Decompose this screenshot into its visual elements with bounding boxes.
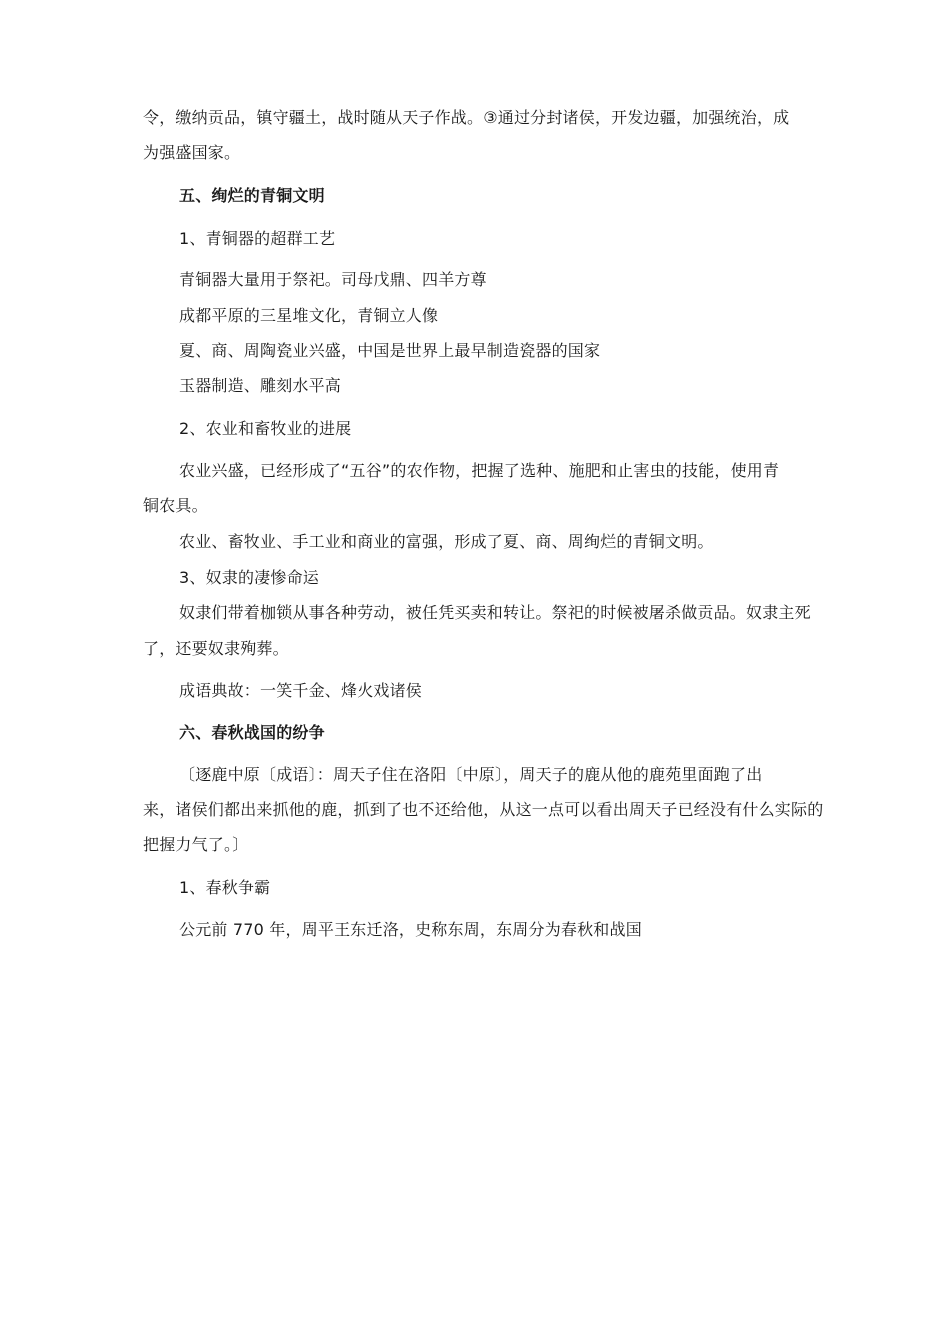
- section-6-heading: 六、春秋战国的纷争: [179, 723, 325, 742]
- paragraph-line: 公元前 770 年，周平王东迁洛，史称东周，东周分为春秋和战国: [179, 920, 642, 939]
- section-5-sub2-title: 2、农业和畜牧业的进展: [179, 419, 352, 438]
- section-5-heading: 五、绚烂的青铜文明: [179, 186, 325, 205]
- paragraph-line: 了，还要奴隶殉葬。: [143, 639, 289, 658]
- note-line: 把握力气了。〕: [143, 835, 249, 854]
- paragraph-line: 铜农具。: [143, 496, 208, 515]
- paragraph-line: 奴隶们带着枷锁从事各种劳动，被任凭买卖和转让。祭祀的时候被屠杀做贡品。奴隶主死: [179, 603, 811, 622]
- list-item: 成都平原的三星堆文化，青铜立人像: [179, 306, 439, 325]
- idiom-line: 成语典故：一笑千金、烽火戏诸侯: [179, 681, 423, 700]
- intro-line-2: 为强盛国家。: [143, 143, 241, 162]
- note-line: 来，诸侯们都出来抓他的鹿，抓到了也不还给他，从这一点可以看出周天子已经没有什么实际的: [143, 800, 824, 819]
- list-item: 夏、商、周陶瓷业兴盛，中国是世界上最早制造瓷器的国家: [179, 341, 601, 360]
- paragraph-line: 农业、畜牧业、手工业和商业的富强，形成了夏、商、周绚烂的青铜文明。: [179, 532, 714, 551]
- note-line: 〔逐鹿中原〔成语〕：周天子住在洛阳〔中原〕，周天子的鹿从他的鹿苑里面跑了出: [179, 765, 763, 784]
- section-5-sub3-title: 3、奴隶的凄惨命运: [179, 568, 319, 587]
- section-5-sub1-title: 1、青铜器的超群工艺: [179, 229, 336, 248]
- list-item: 玉器制造、雕刻水平高: [179, 376, 342, 395]
- section-6-sub1-title: 1、春秋争霸: [179, 878, 271, 897]
- intro-line-1: 令，缴纳贡品，镇守疆土，战时随从天子作战。③通过分封诸侯，开发边疆，加强统治，成: [143, 108, 790, 127]
- list-item: 青铜器大量用于祭祀。司母戊鼎、四羊方尊: [179, 270, 487, 289]
- paragraph-line: 农业兴盛，已经形成了“五谷”的农作物，把握了选种、施肥和止害虫的技能，使用青: [179, 461, 780, 480]
